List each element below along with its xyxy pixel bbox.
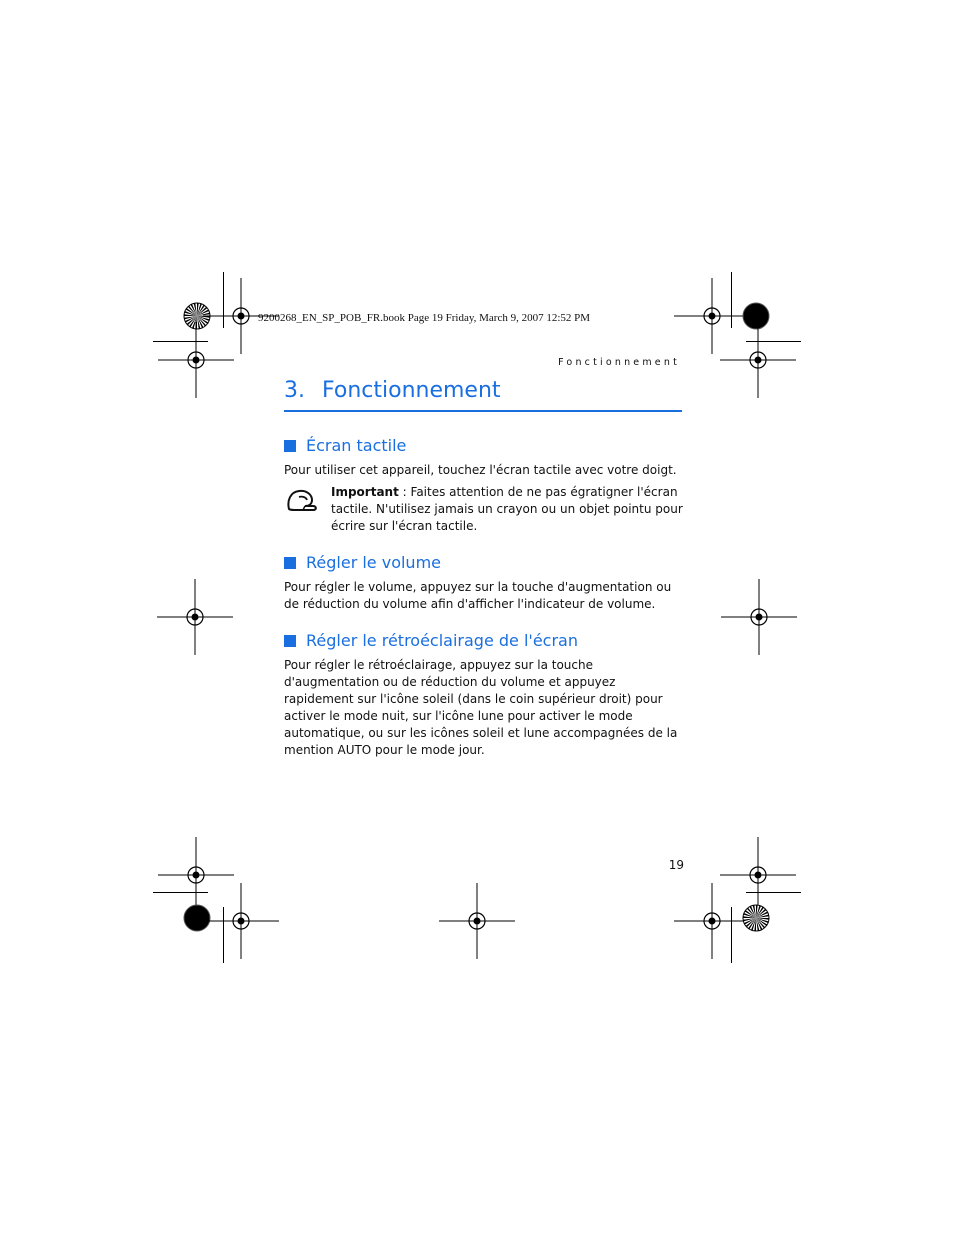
- running-head: Fonctionnement: [558, 357, 680, 368]
- registration-crosshair-icon: [719, 577, 799, 657]
- chapter-title-text: Fonctionnement: [322, 378, 501, 403]
- crop-line: [153, 892, 208, 893]
- section-paragraph: Pour utiliser cet appareil, touchez l'écran tactile avec votre doigt.: [284, 463, 677, 477]
- starburst-target-icon: [741, 903, 771, 933]
- page-number: 19: [668, 858, 684, 872]
- registration-crosshair-icon: [672, 881, 752, 961]
- section-bullet-square: [284, 557, 296, 569]
- chapter-title: [284, 378, 682, 412]
- section-paragraph: Pour régler le volume, appuyez sur la touche d'augmentation ou de réduction du volume afin d'afficher l'indicateur de volume.: [284, 580, 672, 611]
- important-note-text: : Faites attention de ne pas égratigner l'écran tactile. N'utilisez jamais un crayon ou un objet pointu pour écrire sur l'écran tactile.: [331, 485, 683, 533]
- section-heading-text: Régler le volume: [306, 553, 441, 572]
- registration-crosshair-icon: [437, 881, 517, 961]
- crop-line: [731, 907, 732, 963]
- registration-crosshair-icon: [718, 320, 798, 400]
- section-bullet-square: [284, 440, 296, 452]
- section-heading-text: Régler le rétroéclairage de l'écran: [306, 631, 578, 650]
- section-heading-regler-volume: [284, 553, 441, 572]
- crop-line: [746, 892, 801, 893]
- important-hand-icon: [285, 487, 321, 513]
- section-paragraph: Pour régler le rétroéclairage, appuyez sur la touche d'augmentation ou de réduction du volume et appuyez rapidement sur l'icône soleil (dans le coin supérieur droit) pour activer le mode nuit, sur l'icône lune pour activer le mode automatique, ou sur les icônes soleil et lune accompagnées de la mention AUTO pour le mode jour.: [284, 658, 678, 757]
- registration-crosshair-icon: [156, 320, 236, 400]
- important-label: Important: [331, 485, 399, 499]
- section-heading-regler-retroeclairage: [284, 631, 578, 650]
- print-info: 9200268_EN_SP_POB_FR.book Page 19 Friday, March 9, 2007 12:52 PM: [258, 312, 591, 324]
- section-heading-text: Écran tactile: [306, 436, 407, 455]
- chapter-number: 3.: [284, 378, 305, 403]
- important-note: [331, 484, 687, 535]
- section-heading-ecran-tactile: [284, 436, 406, 455]
- registration-crosshair-icon: [201, 881, 281, 961]
- section-bullet-square: [284, 635, 296, 647]
- registration-crosshair-icon: [155, 577, 235, 657]
